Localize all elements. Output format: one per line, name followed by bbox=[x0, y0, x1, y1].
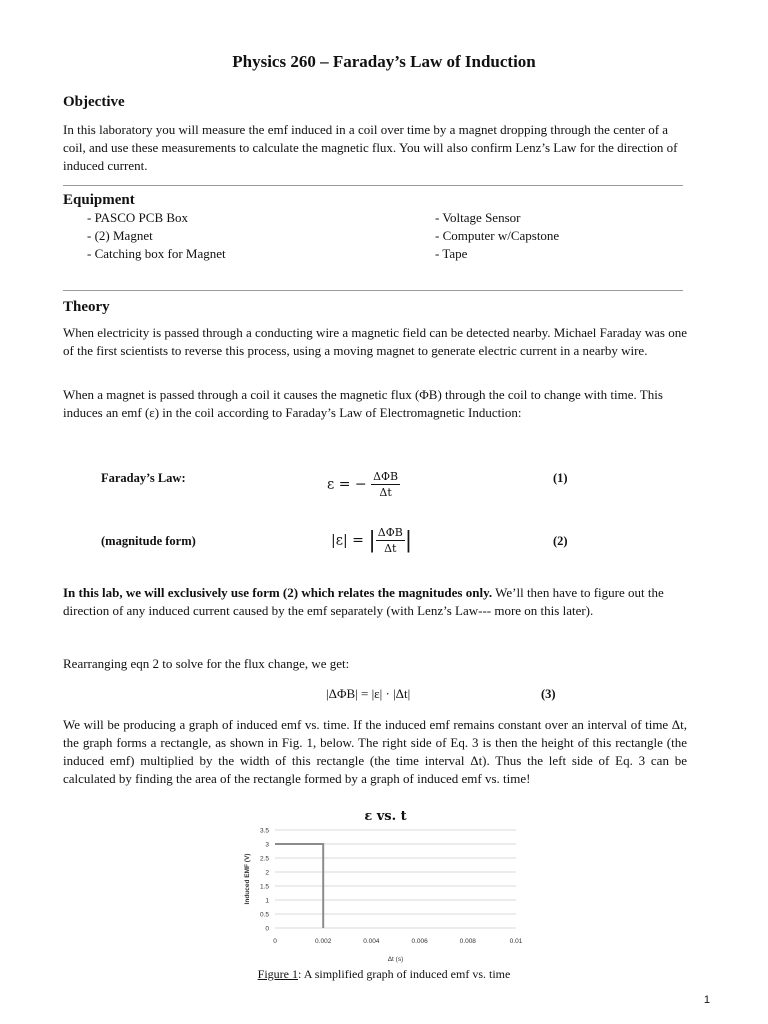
theory-heading: Theory bbox=[63, 299, 110, 315]
equipment-list-right bbox=[435, 209, 559, 263]
equation-lhs: |ε| = bbox=[331, 532, 364, 549]
theory-paragraph: Rearranging eqn 2 to solve for the flux change, we get: bbox=[63, 656, 350, 671]
page-number: 1 bbox=[703, 994, 710, 1006]
divider bbox=[63, 290, 683, 291]
equation-label: (magnitude form) bbox=[101, 534, 196, 548]
y-axis-label: Induced EMF (V) bbox=[244, 853, 251, 905]
x-axis-label: Δt (s) bbox=[387, 956, 404, 963]
equipment-list-left bbox=[87, 209, 226, 263]
list-item: - Computer w/Capstone bbox=[435, 228, 560, 243]
numerator: ΔΦB bbox=[373, 470, 399, 483]
theory-paragraph bbox=[63, 584, 687, 620]
equation-lhs: ε = − bbox=[327, 476, 367, 493]
denominator: Δt bbox=[384, 542, 397, 555]
figure-1-chart bbox=[231, 808, 526, 966]
equation-number: (1) bbox=[553, 471, 568, 485]
list-item: - Tape bbox=[435, 246, 468, 261]
fraction bbox=[371, 470, 400, 499]
theory-paragraph: We will be producing a graph of induced emf vs. time. If the induced emf remains constant over an interval of time Δt, the graph forms a rectangle, as shown in Fig. 1, below. The right side of Eq. 3 is then the height of this rectangle (the induced emf) multiplied by the width of this rectangle (the time interval Δt). Thus the left side of Eq. 3 can be calculated by finding the area of the rectangle formed by a graph of induced emf vs. time! bbox=[63, 717, 687, 786]
fraction bbox=[376, 526, 405, 555]
y-tick-label: 1.5 bbox=[259, 883, 269, 891]
equation-3: |ΔΦB| = |ε| · |Δt| bbox=[326, 686, 411, 701]
list-item: - PASCO PCB Box bbox=[87, 210, 189, 225]
list-item: - Voltage Sensor bbox=[435, 210, 521, 225]
objective-heading: Objective bbox=[63, 94, 125, 110]
equation-2: |ε| = | $\frac{\text{ΔΦB}}{\Delta t}$ | bbox=[331, 526, 413, 555]
caption-text: : A simplified graph of induced emf vs. time bbox=[298, 967, 511, 981]
y-tick-label: 2.5 bbox=[259, 855, 269, 863]
x-tick-label: 0.004 bbox=[363, 938, 380, 945]
equation-number: (2) bbox=[553, 534, 568, 548]
bold-text: In this lab, we will exclusively use form (2) which relates the magnitudes only. bbox=[63, 585, 493, 600]
y-tick-label: 1 bbox=[265, 897, 269, 905]
divider bbox=[63, 185, 683, 186]
chart-svg bbox=[231, 808, 526, 966]
y-tick-label: 3.5 bbox=[259, 827, 269, 835]
y-tick-label: 0.5 bbox=[259, 911, 269, 919]
chart-title: ε vs. t bbox=[364, 809, 407, 824]
x-tick-label: 0.008 bbox=[459, 938, 476, 945]
list-item: - (2) Magnet bbox=[87, 228, 153, 243]
numerator: ΔΦB bbox=[377, 526, 403, 539]
equation-1 bbox=[327, 470, 400, 499]
page-title: Physics 260 – Faraday’s Law of Induction bbox=[232, 52, 536, 71]
body-text: We’ll then have to figure out the direction of any induced current caused by the emf separately (with Lenz’s Law--- more on this later). bbox=[63, 585, 664, 618]
denominator: Δt bbox=[379, 486, 392, 499]
x-tick-label: 0 bbox=[273, 938, 277, 945]
caption-label: Figure 1 bbox=[257, 967, 299, 981]
y-tick-label: 3 bbox=[265, 841, 269, 849]
figure-caption bbox=[0, 967, 768, 982]
theory-paragraph: When electricity is passed through a conducting wire a magnetic field can be detected nearby. Michael Faraday was one of the first scientists to reverse this process, using a moving magnet to generate electric current in a nearby wire. bbox=[63, 325, 687, 358]
equipment-heading: Equipment bbox=[63, 192, 135, 208]
equation-number: (3) bbox=[541, 687, 556, 701]
x-tick-label: 0.002 bbox=[315, 938, 332, 945]
x-tick-label: 0.01 bbox=[509, 938, 523, 945]
y-tick-label: 0 bbox=[265, 925, 269, 933]
equation-label: Faraday’s Law: bbox=[101, 471, 186, 485]
list-item: - Catching box for Magnet bbox=[87, 246, 226, 261]
y-tick-label: 2 bbox=[265, 869, 269, 877]
theory-paragraph: When a magnet is passed through a coil it causes the magnetic flux (ΦB) through the coil to change with time. This induces an emf (ε) in the coil according to Faraday’s Law of Electromagnetic Induction: bbox=[63, 387, 663, 420]
objective-text: In this laboratory you will measure the emf induced in a coil over time by a magnet dropping through the center of a coil, and use these measurements to calculate the magnetic flux. You will also confirm Lenz’s Law for the direction of induced current. bbox=[63, 122, 678, 173]
x-tick-label: 0.006 bbox=[411, 938, 428, 945]
